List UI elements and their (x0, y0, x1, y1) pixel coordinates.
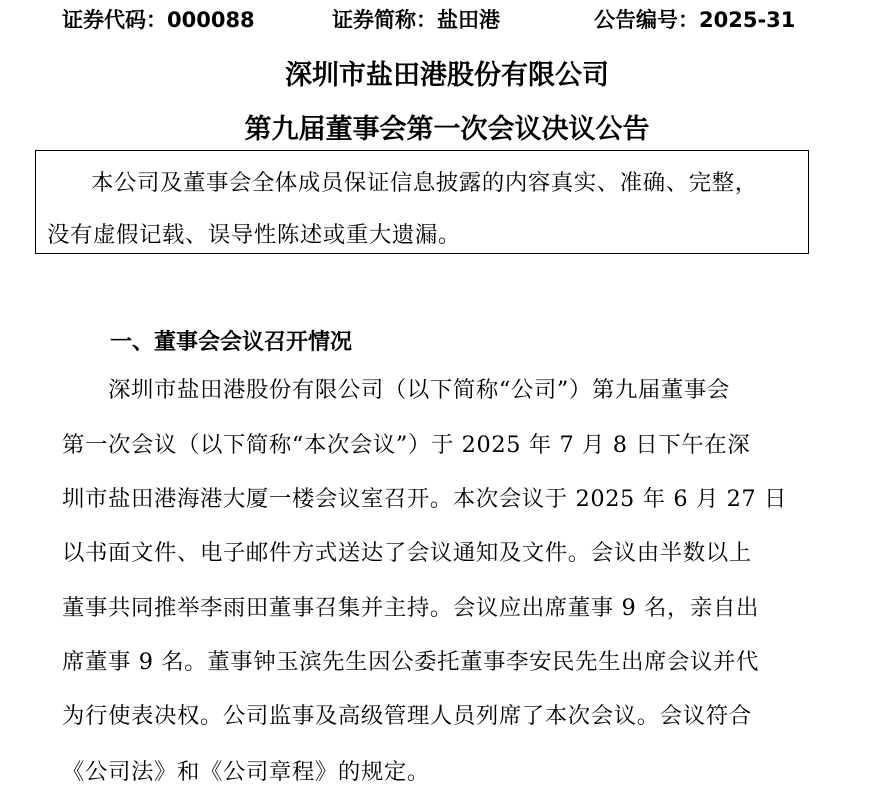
disclosure-notice-box (35, 150, 809, 254)
paragraph-line: 深圳市盐田港股份有限公司（以下简称“公司”）第九届董事会 (108, 377, 730, 403)
paragraph-line: 《公司法》和《公司章程》的规定。 (62, 759, 430, 785)
paragraph-line: 第一次会议（以下简称“本次会议”）于 2025 年 7 月 8 日下午在深 (62, 432, 751, 458)
paragraph-line: 以书面文件、电子邮件方式送达了会议通知及文件。会议由半数以上 (62, 540, 752, 566)
paragraph-line: 席董事 9 名。董事钟玉滨先生因公委托董事李安民先生出席会议并代 (62, 649, 760, 675)
section-heading: 一、董事会会议召开情况 (110, 330, 353, 355)
paragraph-line: 为行使表决权。公司监事及高级管理人员列席了本次会议。会议符合 (62, 703, 752, 729)
security-code: 证券代码：000088 (62, 8, 255, 32)
security-short-name: 证券简称：盐田港 (332, 8, 500, 32)
notice-line: 没有虚假记载、误导性陈述或重大遗漏。 (47, 222, 461, 248)
notice-line: 本公司及董事会全体成员保证信息披露的内容真实、准确、完整， (91, 170, 758, 196)
paragraph-line: 圳市盐田港海港大厦一楼会议室召开。本次会议于 2025 年 6 月 27 日 (62, 486, 787, 512)
company-title: 深圳市盐田港股份有限公司 (285, 60, 609, 91)
document-header (0, 4, 894, 36)
announcement-title: 第九届董事会第一次会议决议公告 (244, 114, 650, 145)
paragraph-line: 董事共同推举李雨田董事召集并主持。会议应出席董事 9 名，亲自出 (62, 595, 760, 621)
announcement-number: 公告编号：2025-31 (594, 8, 796, 32)
